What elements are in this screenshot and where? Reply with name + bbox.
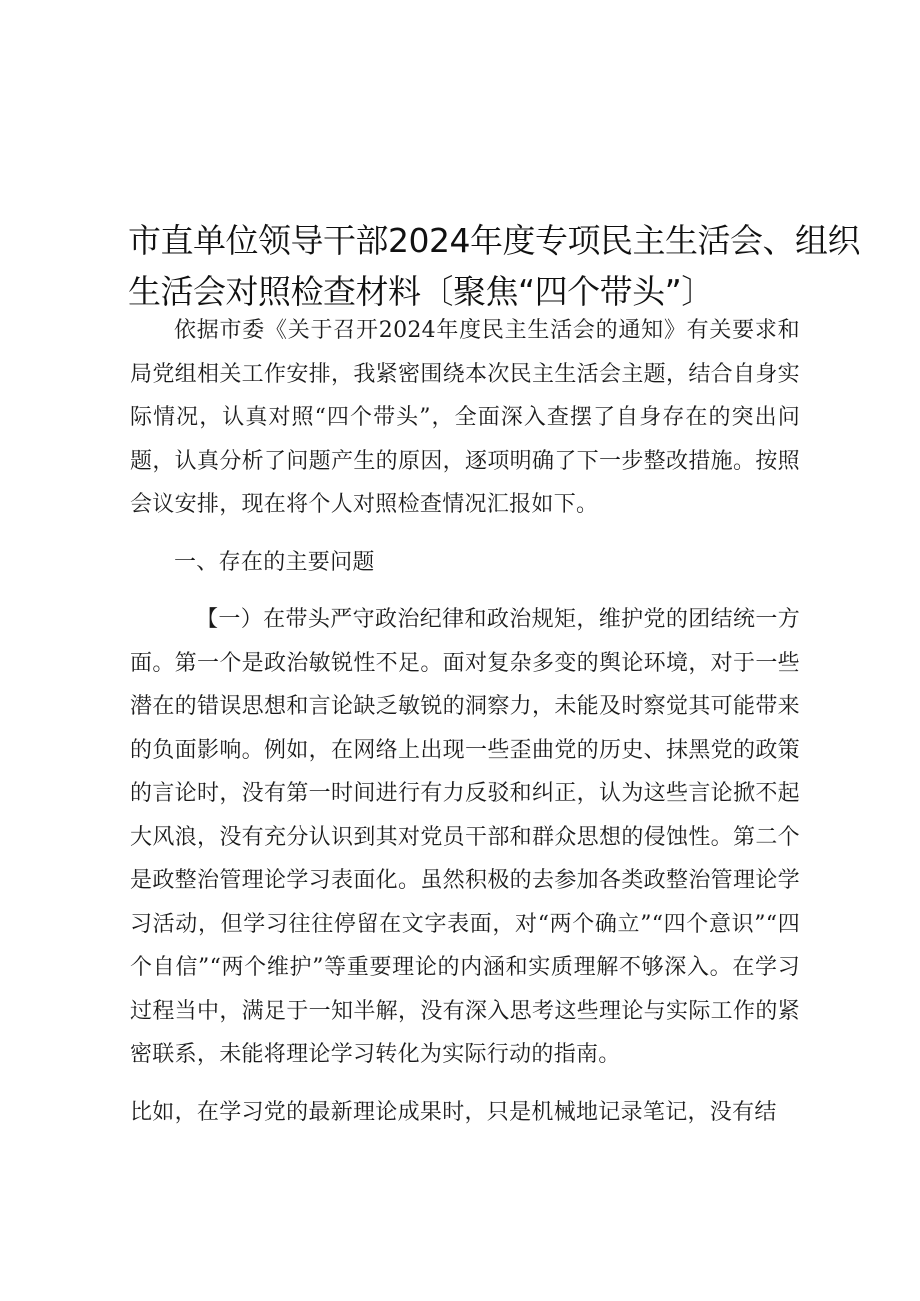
intro-paragraph: 依据市委《关于召开2024年度民主生活会的通知》有关要求和局党组相关工作安排，我紧密围绕本次民主生活会主题，结合自身实际情况，认真对照“四个带头”，全面深入查摆了自身存在的突出问题，认真分析了问题产生的原因，逐项明确了下一步整改措施。按照会议安排，现在将个人对照检查情况汇报如下。	[130, 318, 800, 517]
document-body	[130, 309, 800, 1134]
title-line-1: 市直单位领导干部2024年度专项民主生活会、组织	[128, 221, 860, 260]
section-heading-1: 一、存在的主要问题	[174, 549, 375, 575]
title-line-2: 生活会对照检查材料〔聚焦“四个带头”〕	[128, 272, 714, 311]
continuation-paragraph: 比如，在学习党的最新理论成果时，只是机械地记录笔记，没有结	[130, 1099, 777, 1125]
document-title	[128, 215, 860, 317]
section-paragraph-1: 【一）在带头严守政治纪律和政治规矩，维护党的团结统一方面。第一个是政治敏锐性不足。面对复杂多变的舆论环境，对于一些潜在的错误思想和言论缺乏敏锐的洞察力，未能及时察觉其可能带来的负面影响。例如，在网络上出现一些歪曲党的历史、抹黑党的政策的言论时，没有第一时间进行有力反驳和纠正，认为这些言论掀不起大风浪，没有充分认识到其对党员干部和群众思想的侵蚀性。第二个是政整治管理论学习表面化。虽然积极的去参加各类政整治管理论学习活动，但学习往往停留在文字表面，对“两个确立”“四个意识”“四个自信”“两个维护”等重要理论的内涵和实质理解不够深入。在学习过程当中，满足于一知半解，没有深入思考这些理论与实际工作的紧密联系，未能将理论学习转化为实际行动的指南。	[130, 607, 800, 1067]
